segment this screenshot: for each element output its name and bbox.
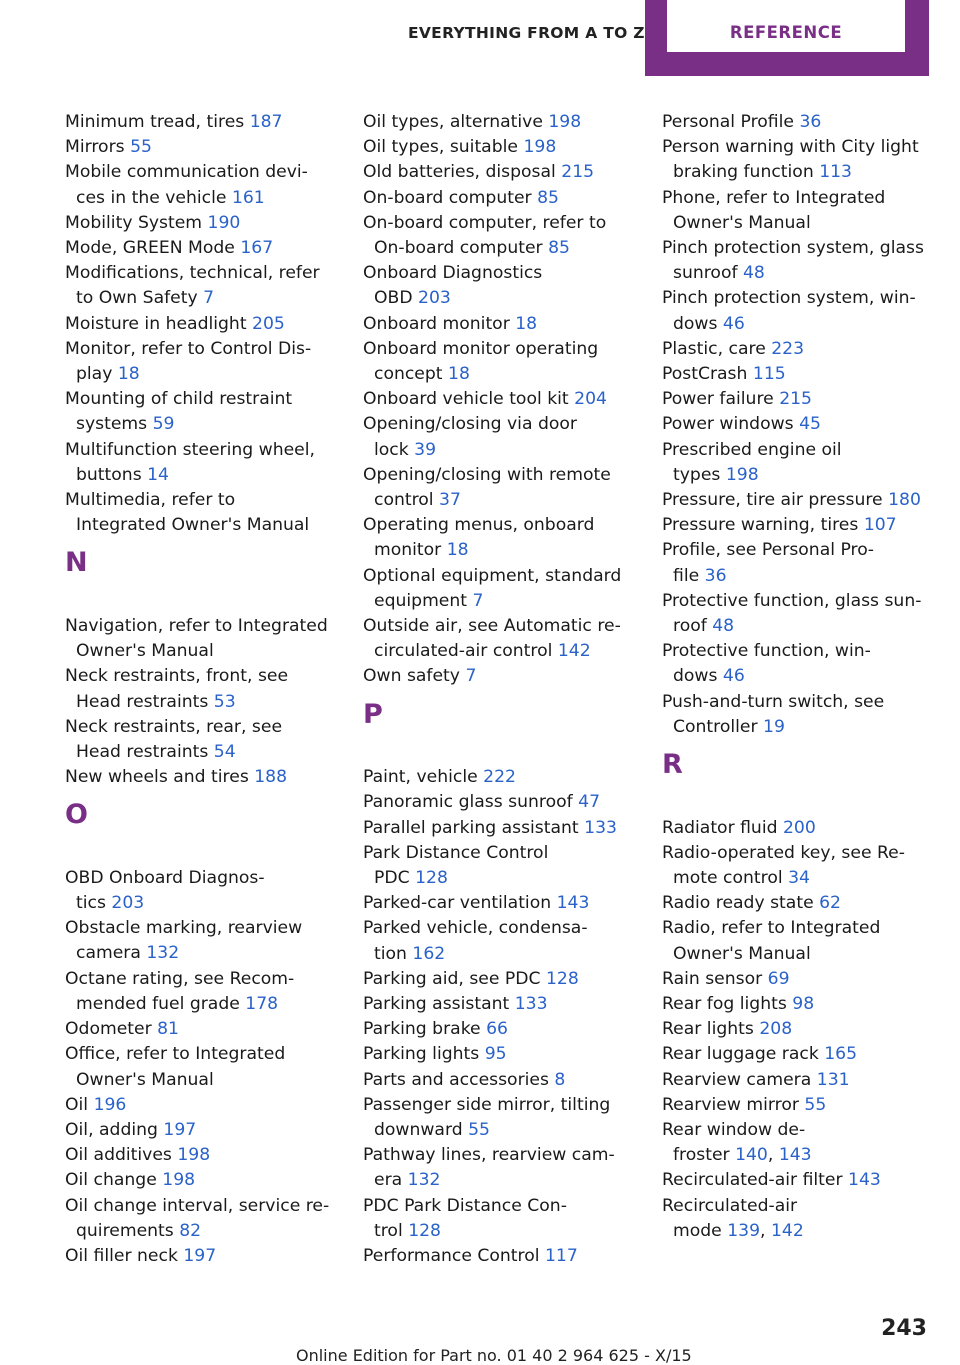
page-link[interactable]: 45 <box>799 414 821 435</box>
index-entry-text: Pathway lines, rearview cam‐ era <box>363 1145 615 1191</box>
index-entry <box>65 337 355 387</box>
page-link[interactable]: 59 <box>152 414 175 435</box>
index-entry <box>363 110 653 135</box>
index-entry-text: Park Distance Control PDC <box>363 842 549 888</box>
index-entry-text: PDC Park Distance Con‐ trol <box>363 1195 567 1241</box>
index-entry <box>662 286 952 336</box>
index-entry-text: Moisture in headlight <box>65 313 247 334</box>
index-entry-text: Oil types, alternative <box>363 112 543 132</box>
index-entry-text: Push-and-turn switch, see Controller <box>662 691 885 737</box>
index-entry <box>65 1093 355 1118</box>
index-entry-text: Opening/closing with remote control <box>363 464 611 511</box>
index-entry <box>363 337 653 387</box>
index-entry-text: Oil <box>65 1094 89 1115</box>
index-entry-text: Outside air, see Automatic re‐ circulated-air control <box>363 616 621 662</box>
page-link[interactable]: 204 <box>574 389 607 410</box>
index-entry-text: Onboard monitor operating concept <box>363 338 599 385</box>
index-entry <box>363 816 653 841</box>
index-entry <box>363 564 653 614</box>
index-entry <box>363 1194 653 1244</box>
index-entry <box>65 236 355 261</box>
index-column-1 <box>65 110 355 1269</box>
index-entry <box>65 438 355 488</box>
page-link[interactable]: 142 <box>557 641 591 662</box>
page-link[interactable]: 47 <box>578 792 601 813</box>
index-entry-text: Rearview mirror <box>662 1094 799 1115</box>
index-entry-text: Opening/closing via door lock <box>363 414 577 460</box>
page-link[interactable]: 14 <box>147 464 169 485</box>
page-link[interactable]: 139 <box>727 1220 761 1241</box>
index-entry-text: Neck restraints, front, see Head restraints <box>65 666 289 712</box>
index-entry <box>65 387 355 437</box>
page-link[interactable]: 133 <box>584 817 617 838</box>
index-entry-text: Octane rating, see Recom‐ mended fuel grade <box>65 968 295 1014</box>
index-entry <box>363 916 653 966</box>
index-entry <box>65 614 355 664</box>
index-entry <box>65 765 355 790</box>
index-entry-text: Rear fog lights <box>662 994 787 1014</box>
index-letter-heading: R <box>662 749 683 781</box>
page-link[interactable]: 128 <box>545 968 579 989</box>
index-column-3 <box>662 110 952 1244</box>
index-entry-text: Own safety <box>363 666 460 687</box>
page-link[interactable]: 208 <box>759 1019 793 1040</box>
index-entry-text: Pinch protection system, glass sunroof <box>662 238 924 284</box>
page-link[interactable]: 18 <box>515 313 538 334</box>
page-link[interactable]: 128 <box>408 1220 441 1241</box>
page-link[interactable]: 198 <box>523 137 557 158</box>
index-entry: Rear window de‐ froster 140, 143 <box>662 1120 812 1166</box>
index-entry-text: Monitor, refer to Control Dis‐ play <box>65 338 312 385</box>
page-link[interactable]: 117 <box>544 1246 578 1267</box>
page-link[interactable]: 19 <box>763 716 785 737</box>
index-entry <box>363 1093 653 1143</box>
index-entry <box>662 362 952 387</box>
edition-footer: Online Edition for Part no. 01 40 2 964 625 - X/15 <box>296 1346 692 1365</box>
index-entry-text: Plastic, care <box>662 338 766 359</box>
index-entry <box>363 614 653 664</box>
index-entry-text: Paint, vehicle <box>363 767 478 788</box>
page-link[interactable]: 48 <box>742 263 765 284</box>
index-entry <box>363 664 653 689</box>
page-link[interactable]: 46 <box>722 666 745 687</box>
index-entry <box>65 110 355 135</box>
index-entry-text: Onboard Diagnostics OBD <box>363 263 543 309</box>
page-link[interactable]: 143 <box>778 1145 812 1166</box>
index-entry-text: Radio, refer to Integrated Owner's Manual <box>662 918 881 964</box>
index-entry-text: Recirculated-air mode <box>662 1195 798 1241</box>
index-entry-text: Radio ready state <box>662 893 814 914</box>
index-entry-text: Neck restraints, rear, see Head restraints <box>65 716 283 762</box>
index-entry-text: Onboard monitor <box>363 313 510 334</box>
index-entry <box>662 538 952 588</box>
page-link[interactable]: 46 <box>722 313 745 334</box>
page-link[interactable]: 200 <box>782 817 816 838</box>
page-link[interactable]: 107 <box>863 515 897 536</box>
page-link[interactable]: 8 <box>554 1069 566 1090</box>
index-entry <box>65 312 355 337</box>
index-entry-text: Protective function, win‐ dows <box>662 641 871 687</box>
page-link[interactable]: 53 <box>213 691 236 712</box>
page-link[interactable]: 54 <box>213 741 236 762</box>
page-link[interactable]: 132 <box>146 943 180 964</box>
index-entry <box>662 589 952 639</box>
index-entry <box>65 1118 355 1143</box>
index-entry <box>65 211 355 236</box>
index-entry <box>662 639 952 689</box>
page-link[interactable]: 81 <box>157 1019 179 1040</box>
index-entry-text: OBD Onboard Diagnos‐ tics <box>65 867 265 914</box>
index-entry <box>363 261 653 311</box>
index-entry <box>65 664 355 714</box>
page-link[interactable]: 162 <box>412 943 446 964</box>
index-entry-text: Oil types, suitable <box>363 137 518 158</box>
index-entry <box>363 312 653 337</box>
index-entry-text: Panoramic glass sunroof <box>363 792 573 813</box>
index-entry <box>363 135 653 160</box>
index-letter-heading: P <box>363 698 383 730</box>
index-entry <box>662 891 952 916</box>
page-link[interactable]: 198 <box>548 112 582 132</box>
index-entry <box>363 211 653 261</box>
index-entry-text: Multifunction steering wheel, buttons <box>65 439 315 485</box>
index-entry-text: Oil filler neck <box>65 1245 178 1266</box>
page-link[interactable]: 165 <box>824 1044 858 1065</box>
index-entry <box>65 261 355 311</box>
page-link[interactable]: 161 <box>231 187 265 208</box>
page-link[interactable]: 198 <box>162 1170 196 1191</box>
index-entry-text: Recirculated-air filter <box>662 1170 843 1191</box>
page-link[interactable]: 34 <box>788 867 810 888</box>
page-link[interactable]: 18 <box>117 364 140 385</box>
index-entry <box>662 412 952 437</box>
index-entry <box>662 816 952 841</box>
page-link[interactable]: 203 <box>418 288 451 309</box>
index-entry <box>65 1244 355 1269</box>
index-entry-text: Rear window de‐ froster <box>662 1120 806 1166</box>
index-entry-text: Operating menus, onboard monitor <box>363 515 595 561</box>
index-entry-text: On-board computer, refer to On-board computer <box>363 212 607 259</box>
page-link[interactable]: 215 <box>561 162 595 183</box>
page-link[interactable]: 55 <box>130 137 152 158</box>
page-link[interactable]: 7 <box>203 288 215 309</box>
index-entry-text: Minimum tread, tires <box>65 112 245 132</box>
index-entry-text: Radio-operated key, see Re‐ mote control <box>662 842 905 888</box>
page-link[interactable]: 142 <box>770 1220 804 1241</box>
index-entry-text: Onboard vehicle tool kit <box>363 389 569 410</box>
index-entry-text: Oil additives <box>65 1145 172 1166</box>
page-link[interactable]: 113 <box>819 162 852 183</box>
index-entry-text: Rain sensor <box>662 968 763 989</box>
page-link[interactable]: 48 <box>712 616 735 637</box>
page-link[interactable]: 128 <box>415 867 448 888</box>
page-link[interactable]: 205 <box>252 313 285 334</box>
page-link[interactable]: 7 <box>465 666 477 687</box>
page-link[interactable]: 133 <box>514 994 548 1014</box>
page-link[interactable]: 66 <box>486 1019 508 1040</box>
index-entry-text: Oil change <box>65 1170 157 1191</box>
index-entry-text: Pressure, tire air pressure <box>662 490 883 511</box>
index-entry-text: Rearview camera <box>662 1069 812 1090</box>
index-entry-text: Radiator fluid <box>662 817 778 838</box>
page-link[interactable]: 55 <box>468 1120 490 1141</box>
page-link[interactable]: 140 <box>735 1145 768 1166</box>
page-link[interactable]: 69 <box>767 968 790 989</box>
index-entry <box>363 992 653 1017</box>
index-entry <box>363 1244 653 1269</box>
page-link[interactable]: 85 <box>537 187 559 208</box>
index-entry-text: Pinch protection system, win‐ dows <box>662 288 916 334</box>
page-link[interactable]: 180 <box>888 490 921 511</box>
index-entry <box>363 1143 653 1193</box>
index-entry <box>662 488 952 513</box>
index-entry <box>363 790 653 815</box>
index-entry <box>65 135 355 160</box>
index-letter-heading: N <box>65 547 88 579</box>
index-entry <box>662 690 952 740</box>
page-link[interactable]: 37 <box>439 490 461 511</box>
index-entry-text: Phone, refer to Integrated Owner's Manual <box>662 187 886 233</box>
page-link[interactable]: 197 <box>183 1245 217 1266</box>
index-entry <box>662 1093 952 1118</box>
index-entry-text: Parking lights <box>363 1044 480 1065</box>
index-entry-text: Mirrors <box>65 137 125 158</box>
index-entry <box>363 387 653 412</box>
page-link[interactable]: 18 <box>448 364 470 385</box>
index-entry-text: Parked-car ventilation <box>363 893 552 914</box>
index-entry <box>363 1068 653 1093</box>
page-link[interactable]: 223 <box>771 338 805 359</box>
index-entry <box>363 841 653 891</box>
index-entry <box>65 160 355 210</box>
index-entry <box>363 513 653 563</box>
index-entry-text: Parking assistant <box>363 994 510 1014</box>
reference-tab-label: REFERENCE <box>667 0 905 52</box>
index-entry <box>65 715 355 765</box>
index-entry <box>662 110 952 135</box>
index-entry <box>65 866 355 916</box>
page-link[interactable]: 132 <box>407 1170 441 1191</box>
page-link[interactable]: 198 <box>725 464 759 485</box>
index-entry <box>363 186 653 211</box>
index-entry-text: Parallel parking assistant <box>363 817 579 838</box>
index-entry-text: Modifications, technical, refer to Own Safety <box>65 263 320 309</box>
index-entry-text: Personal Profile <box>662 112 794 132</box>
page-link[interactable]: 115 <box>752 364 786 385</box>
index-entry <box>363 891 653 916</box>
index-entry <box>662 337 952 362</box>
index-entry <box>65 488 355 538</box>
page-link[interactable]: 222 <box>483 767 516 788</box>
index-entry <box>65 967 355 1017</box>
index-entry <box>662 135 952 185</box>
index-entry-text: Power windows <box>662 414 794 435</box>
index-entry-text: Navigation, refer to Integrated Owner's Manual <box>65 615 328 662</box>
page-link[interactable]: 143 <box>848 1170 881 1191</box>
index-entry <box>363 1017 653 1042</box>
page-link[interactable]: 188 <box>254 767 288 788</box>
index-entry <box>65 1017 355 1042</box>
index-entry <box>65 1194 355 1244</box>
index-entry-text: Parts and accessories <box>363 1069 549 1090</box>
page-link[interactable]: 95 <box>484 1044 507 1065</box>
index-entry-text: Old batteries, disposal <box>363 162 556 183</box>
index-entry <box>662 438 952 488</box>
index-entry-text: Optional equipment, standard equipment <box>363 565 622 611</box>
index-entry-text: Rear lights <box>662 1019 754 1040</box>
index-letter-heading: O <box>65 799 88 831</box>
reference-tab <box>645 0 929 76</box>
index-entry <box>662 916 952 966</box>
index-entry <box>363 765 653 790</box>
index-entry <box>662 1042 952 1067</box>
page-link[interactable]: 98 <box>792 994 815 1014</box>
index-entry <box>363 160 653 185</box>
index-entry-text: PostCrash <box>662 364 748 385</box>
index-entry <box>662 841 952 891</box>
page-link[interactable]: 187 <box>249 112 283 132</box>
index-entry-text: Parking brake <box>363 1019 481 1040</box>
index-entry <box>662 1068 952 1093</box>
index-entry <box>662 967 952 992</box>
page-link[interactable]: 7 <box>472 590 484 611</box>
page-link[interactable]: 18 <box>446 540 469 561</box>
index-entry <box>662 1168 952 1193</box>
page-link[interactable]: 55 <box>804 1094 827 1115</box>
index-entry-text: Pressure warning, tires <box>662 515 859 536</box>
index-entry <box>65 1042 355 1092</box>
index-entry: Recirculated-air mode 139, 142 <box>662 1195 804 1241</box>
page-link[interactable]: 190 <box>207 212 241 233</box>
index-entry-text: Oil, adding <box>65 1119 158 1140</box>
index-entry-text: Protective function, glass sun‐ roof <box>662 590 922 637</box>
page-link[interactable]: 197 <box>163 1119 197 1140</box>
index-entry <box>363 1042 653 1067</box>
page-link[interactable]: 167 <box>240 238 274 259</box>
section-title: EVERYTHING FROM A TO Z <box>408 24 645 42</box>
index-entry <box>662 513 952 538</box>
index-entry <box>65 1143 355 1168</box>
index-entry-text: Performance Control <box>363 1246 540 1267</box>
index-entry-text: Prescribed engine oil types <box>662 439 842 485</box>
index-entry-text: Parking aid, see PDC <box>363 968 541 989</box>
page-link[interactable]: 39 <box>414 439 437 460</box>
page-link[interactable]: 85 <box>548 238 570 259</box>
page-link[interactable]: 36 <box>704 565 727 586</box>
index-entry-text: Obstacle marking, rearview camera <box>65 918 303 964</box>
index-entry <box>363 967 653 992</box>
index-entry-text: Mobile communication devi‐ ces in the vehicle <box>65 162 308 208</box>
index-entry <box>662 1017 952 1042</box>
index-column-2 <box>363 110 653 1269</box>
index-entry-text: Parked vehicle, condensa‐ tion <box>363 918 588 964</box>
page-link[interactable]: 178 <box>245 993 279 1014</box>
index-entry-text: Rear luggage rack <box>662 1044 819 1065</box>
index-entry-text: Oil change interval, service re‐ quirements <box>65 1195 330 1241</box>
page-link[interactable]: 143 <box>556 893 590 914</box>
page-link[interactable]: 82 <box>179 1220 202 1241</box>
index-entry-text: Mobility System <box>65 212 203 233</box>
index-entry <box>662 236 952 286</box>
index-entry-text: Office, refer to Integrated Owner's Manual <box>65 1044 286 1090</box>
index-entry-text: Passenger side mirror, tilting downward <box>363 1094 611 1141</box>
index-entry <box>662 186 952 236</box>
page-link[interactable]: 198 <box>177 1145 211 1166</box>
index-entry <box>65 916 355 966</box>
index-entry-text: Mounting of child restraint systems <box>65 389 293 435</box>
index-entry-text: New wheels and tires <box>65 767 249 788</box>
index-entry-text: Profile, see Personal Pro‐ file <box>662 540 874 586</box>
index-entry <box>363 463 653 513</box>
page-link[interactable]: 215 <box>779 389 812 410</box>
page-link[interactable]: 131 <box>816 1069 850 1090</box>
index-entry-text: Multimedia, refer to Integrated Owner's Manual <box>65 490 310 536</box>
page-link[interactable]: 203 <box>111 893 145 914</box>
page-link[interactable]: 196 <box>93 1094 127 1115</box>
page-link[interactable]: 62 <box>819 893 841 914</box>
page-number: 243 <box>881 1316 927 1341</box>
index-entry-text: Mode, GREEN Mode <box>65 238 235 259</box>
page-link[interactable]: 36 <box>799 112 822 132</box>
index-entry-text: Odometer <box>65 1019 152 1040</box>
index-entry-text: On-board computer <box>363 187 532 208</box>
index-entry <box>65 1168 355 1193</box>
index-entry <box>662 992 952 1017</box>
index-entry-text: Power failure <box>662 389 774 410</box>
index-entry <box>363 412 653 462</box>
index-entry <box>662 387 952 412</box>
index-entry-text: Person warning with City light braking function <box>662 137 919 183</box>
